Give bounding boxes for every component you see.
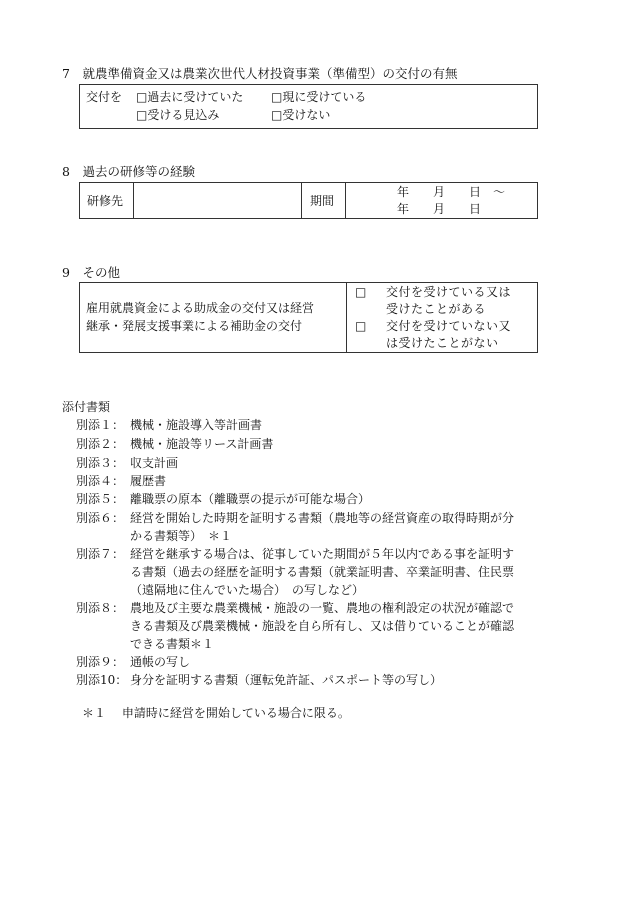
footnote: ＊１ 申請時に経営を開始している場合に限る。: [82, 706, 350, 720]
attachment-text: 機械・施設導入等計画書: [130, 418, 263, 432]
attachment-text: 通帳の写し: [130, 655, 191, 669]
attachment-text: 経営を開始した時期を証明する書類（農地等の経営資産の取得時期が分: [130, 511, 515, 525]
option-not-received-line2: は受けたことがない: [386, 336, 499, 350]
option-past-received[interactable]: □過去に受けていた: [136, 90, 244, 104]
attachment-text: 農地及び主要な農業機械・施設の一覧、農地の権利設定の状況が確認で: [130, 601, 515, 615]
period-to[interactable]: 年 月 日: [397, 202, 482, 216]
checkbox-received[interactable]: □: [355, 285, 367, 299]
divider: [346, 282, 347, 353]
attachment-text: る書類（過去の経歴を証明する書類（就業証明書、卒業証明書、住民票: [130, 565, 515, 579]
option-not-received-line1: 交付を受けていない又: [386, 319, 512, 333]
attachment-label: 別添９：: [76, 655, 125, 669]
attachment-label: 別添４：: [76, 474, 125, 488]
section-7-label: 交付を: [86, 90, 123, 104]
col-period: 期間: [310, 194, 335, 208]
attachment-label: 別添５：: [76, 492, 125, 506]
attachment-text: 離職票の原本（離職票の提示が可能な場合）: [130, 492, 371, 506]
attachment-text: 履歴書: [130, 474, 167, 488]
col-training-place: 研修先: [87, 194, 124, 208]
attachment-text: 身分を証明する書類（運転免許証、パスポート等の写し）: [130, 673, 443, 687]
section-7-title: 7 就農準備資金又は農業次世代人材投資事業（準備型）の交付の有無: [62, 66, 458, 81]
attachment-label: 別添１：: [76, 418, 125, 432]
attachment-label: 別添10：: [76, 673, 128, 687]
attachment-text: きる書類及び農業機械・施設を自ら所有し、又は借りていることが確認: [130, 619, 515, 633]
attachment-text: 経営を継承する場合は、従事していた期間が５年以内である事を証明す: [130, 547, 515, 561]
attachment-text: かる書類等） ＊１: [130, 529, 233, 543]
period-from[interactable]: 年 月 日 ～: [397, 185, 506, 199]
section-9-question-line1: 雇用就農資金による助成金の交付又は経営: [86, 301, 315, 315]
option-received-line1: 交付を受けている又は: [386, 285, 512, 299]
attachment-text: 収支計画: [130, 456, 179, 470]
option-expected[interactable]: □受ける見込み: [136, 108, 220, 122]
option-received-line2: 受けたことがある: [386, 302, 487, 316]
divider: [301, 182, 302, 219]
attachment-label: 別添７：: [76, 547, 125, 561]
attachment-text: （遠隔地に住んでいた場合） の写しなど）: [130, 583, 365, 597]
attachment-label: 別添２：: [76, 437, 125, 451]
attachment-text: 機械・施設等リース計画書: [130, 437, 274, 451]
checkbox-not-received[interactable]: □: [355, 319, 367, 333]
section-9-question-line2: 継承・発展支援事業による補助金の交付: [86, 319, 303, 333]
section-8-title: 8 過去の研修等の経験: [62, 164, 195, 179]
attachment-label: 別添３：: [76, 456, 125, 470]
option-currently-receiving[interactable]: □現に受けている: [271, 90, 367, 104]
attachment-text: できる書類＊１: [130, 637, 215, 651]
option-not-receiving[interactable]: □受けない: [271, 108, 331, 122]
attachments-heading: 添付書類: [62, 400, 111, 414]
divider: [345, 182, 346, 219]
training-place-field[interactable]: [134, 183, 301, 218]
attachment-label: 別添８：: [76, 601, 125, 615]
attachment-label: 別添６：: [76, 511, 125, 525]
section-9-title: 9 その他: [62, 265, 120, 280]
